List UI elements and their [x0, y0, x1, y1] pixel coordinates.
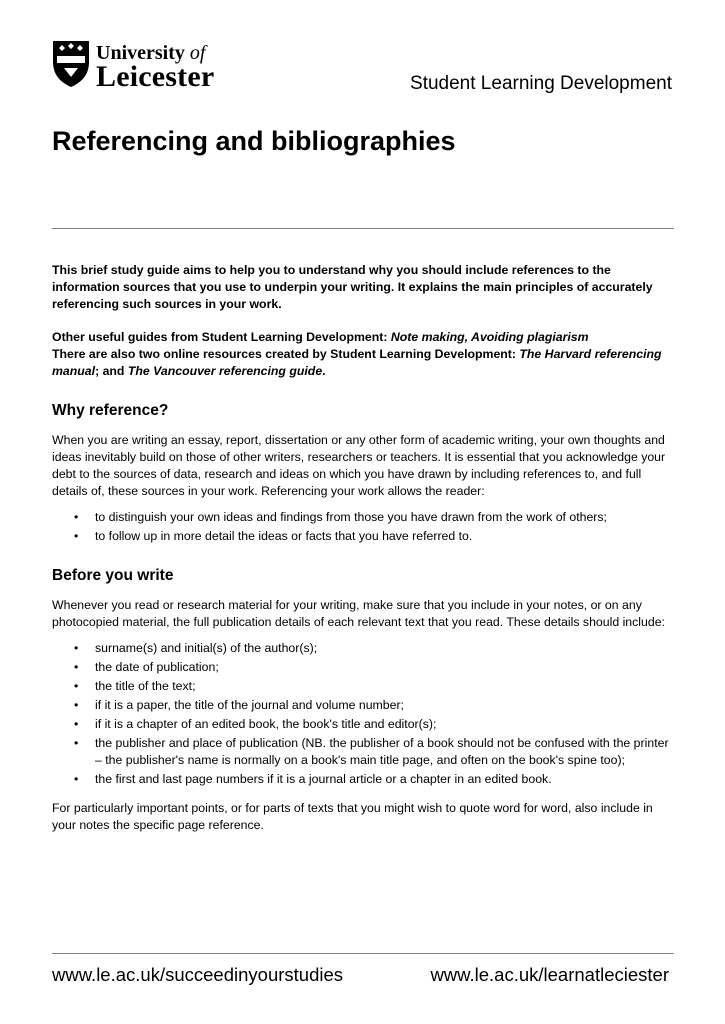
list-item: • surname(s) and initial(s) of the author(s); — [74, 641, 318, 655]
crest-icon — [52, 40, 90, 88]
logo-leicester-line: Leicester — [96, 60, 215, 93]
footer-link-succeed[interactable]: www.le.ac.uk/succeedinyourstudies — [52, 964, 344, 985]
list-item: • the date of publication; — [74, 660, 219, 674]
bullet-icon: • — [74, 679, 79, 693]
other-guides-titles: Note making, Avoiding plagiarism — [390, 330, 589, 344]
publication-details-list — [52, 640, 677, 788]
document-body — [52, 262, 677, 834]
bullet-icon: • — [74, 698, 79, 712]
logo-university-line: University of — [96, 42, 206, 64]
bullet-icon: • — [74, 529, 79, 543]
bullet-icon: • — [74, 717, 79, 731]
before-you-write-closing: For particularly important points, or for parts of texts that you might wish to quote word for word, also include in your notes the specific page reference. — [52, 801, 653, 832]
online-resource-1: The Harvard referencing manual — [52, 347, 662, 378]
online-resources-line: There are also two online resources created by Student Learning Development: The Harvard referencing manual; and The Vancouver referencing guide. — [52, 347, 662, 378]
footer-link-learn[interactable]: www.le.ac.uk/learnatleciester — [430, 964, 669, 985]
why-reference-heading: Why reference? — [52, 402, 169, 419]
intro-summary: This brief study guide aims to help you to understand why you should include references to the information sources that you use to underpin your writing. It explains the main principles of accurately referencing such sources in your work. — [52, 263, 653, 311]
list-item: • if it is a chapter of an edited book, the book's title and editor(s); — [74, 717, 437, 731]
list-item: • to follow up in more detail the ideas or facts that you have referred to. — [74, 529, 473, 543]
bullet-icon: • — [74, 772, 79, 786]
page-title: Referencing and bibliographies — [52, 126, 456, 156]
department-name: Student Learning Development — [410, 73, 672, 94]
bullet-icon: • — [74, 510, 79, 524]
list-item: • the title of the text; — [74, 679, 196, 693]
online-resource-2: The Vancouver referencing guide — [127, 364, 323, 378]
university-logo — [52, 40, 252, 96]
before-you-write-body: Whenever you read or research material for your writing, make sure that you include in your notes, or on any photocopied material, the full publication details of each relevant text that you read. These details should include: — [52, 598, 665, 629]
list-item: • the publisher and place of publication (NB. the publisher of a book should not be confused with the printer – the publisher's name is normally on a book's main title page, and often on the book's spine too); — [74, 736, 669, 767]
footer-divider — [52, 953, 674, 954]
bullet-icon: • — [74, 641, 79, 655]
why-reference-list — [52, 509, 677, 545]
list-item: • the first and last page numbers if it is a journal article or a chapter in an edited book. — [74, 772, 552, 786]
list-item: • if it is a paper, the title of the journal and volume number; — [74, 698, 404, 712]
bullet-icon: • — [74, 736, 79, 750]
other-guides-line: Other useful guides from Student Learning Development: Note making, Avoiding plagiarism — [52, 330, 589, 344]
bullet-icon: • — [74, 660, 79, 674]
list-item: • to distinguish your own ideas and findings from those you have drawn from the work of others; — [74, 510, 607, 524]
before-you-write-heading: Before you write — [52, 567, 174, 584]
header-divider — [52, 228, 674, 229]
why-reference-body: When you are writing an essay, report, dissertation or any other form of academic writing, your own thoughts and ideas inevitably build on those of other writers, researchers or teachers. It is essential that you acknowledge your debt to the sources of data, research and ideas on which you have drawn by including references to, and full details of, these sources in your work. Referencing your work allows the reader: — [52, 433, 666, 498]
